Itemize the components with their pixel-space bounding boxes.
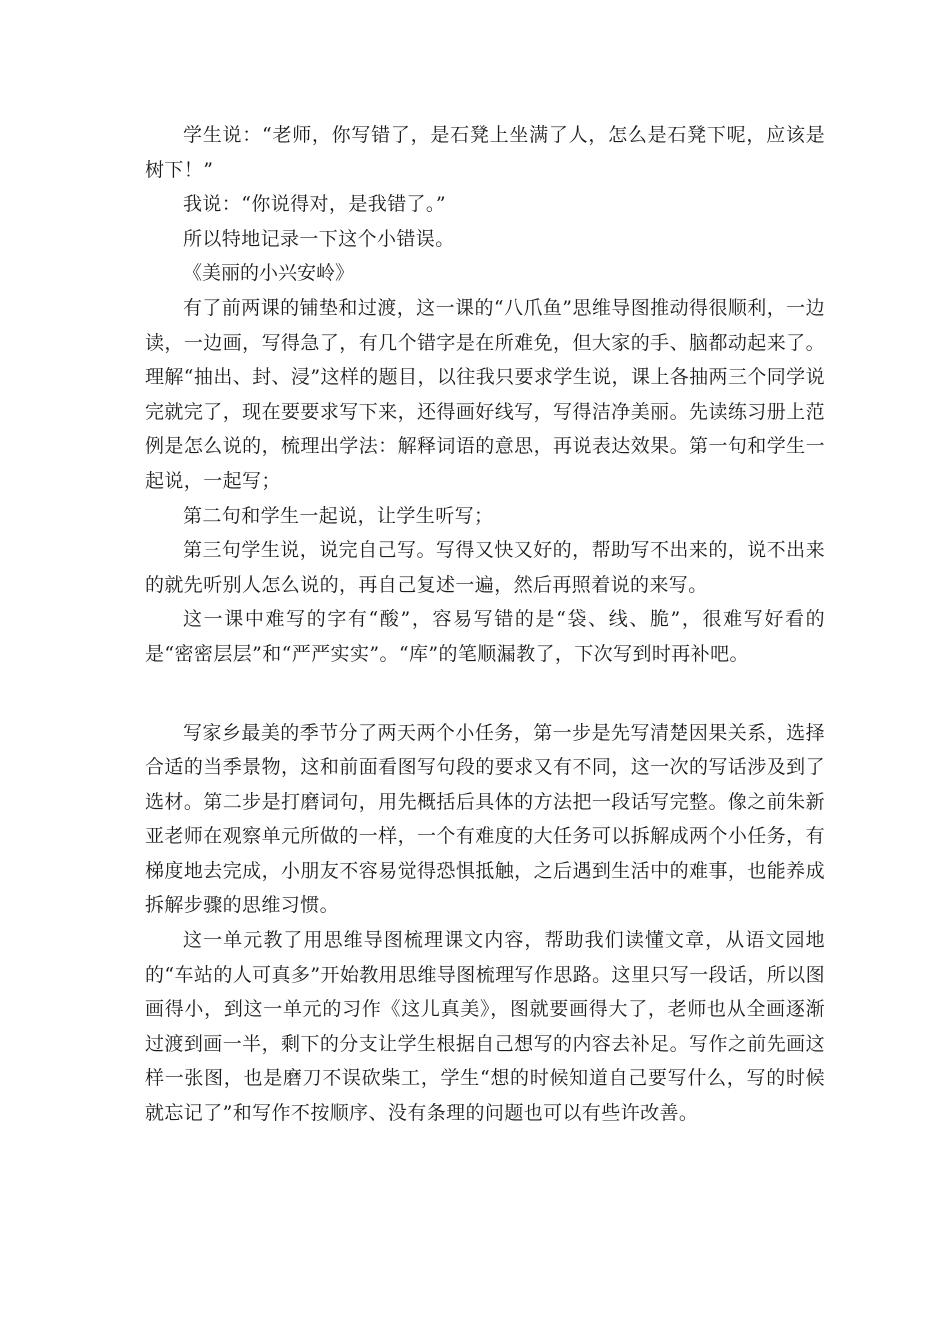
paragraph: 有了前两课的铺垫和过渡，这一课的“八爪鱼”思维导图推动得很顺利，一边读，一边画，写得急了，有几个错字是在所难免，但大家的手、脑都动起来了。理解“抽出、封、浸”这样的题目，以往我只要求学生说，课上各抽两三个同学说完就完了，现在要要求写下来，还得画好线写，写得洁净美丽。先读练习册上范例是怎么说的，梳理出学法：解释词语的意思，再说表达效果。第一句和学生一起说，一起写； [145,296,825,492]
paragraph: 所以特地记录一下这个小错误。 [183,227,455,250]
section-gap [145,672,825,716]
paragraph: 第二句和学生一起说，让学生听写； [183,504,494,527]
paragraph: 学生说：“老师，你写错了，是石凳上坐满了人，怎么是石凳下呢，应该是树下！” [145,124,825,181]
paragraph: 这一课中难写的字有“酸”，容易写错的是“袋、线、脆”，很难写好看的是“密密层层”和“严严实实”。“库”的笔顺漏教了，下次写到时再补吧。 [145,608,825,665]
paragraph: 写家乡最美的季节分了两天两个小任务，第一步是先写清楚因果关系，选择合适的当季景物，这和前面看图写句段的要求又有不同，这一次的写话涉及到了选材。第二步是打磨词句，用先概括后具体的方法把一段话写完整。像之前朱新亚老师在观察单元所做的一样，一个有难度的大任务可以拆解成两个小任务，有梯度地去完成，小朋友不容易觉得恐惧抵触，之后遇到生活中的难事，也能养成拆解步骤的思维习惯。 [145,721,825,917]
paragraph: 我说：“你说得对，是我错了。” [183,193,446,216]
paragraph: 这一单元教了用思维导图梳理课文内容，帮助我们读懂文章，从语文园地的“车站的人可真多”开始教用思维导图梳理写作思路。这里只写一段话，所以图画得小，到这一单元的习作《这儿真美》，图就要画得大了，老师也从全画逐渐过渡到画一半，剩下的分支让学生根据自己想写的内容去补足。写作之前先画这样一张图，也是磨刀不误砍柴工，学生“想的时候知道自己要写什么，写的时候就忘记了”和写作不按顺序、没有条理的问题也可以有些许改善。 [145,929,825,1125]
paragraph: 第三句学生说，说完自己写。写得又快又好的，帮助写不出来的，说不出来的就先听别人怎么说的，再自己复述一遍，然后再照着说的来写。 [145,539,825,596]
document-page [145,118,825,1131]
lesson-title: 《美丽的小兴安岭》 [183,262,355,285]
